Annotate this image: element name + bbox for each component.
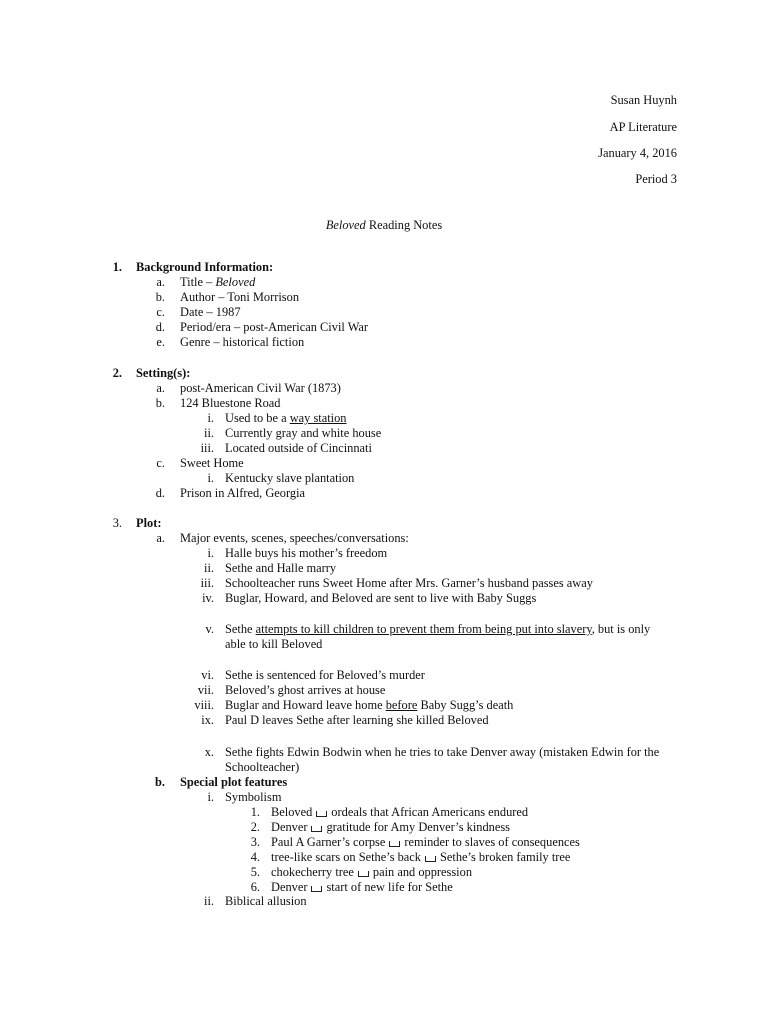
list-marker: 3. (250, 835, 260, 849)
symbol-item (271, 835, 580, 850)
list-item: Sweet Home (180, 456, 244, 470)
symbol-item (271, 880, 453, 895)
symbol-meaning: Sethe’s broken family tree (440, 850, 571, 864)
list-marker: c. (156, 305, 165, 319)
symbol-meaning: start of new life for Sethe (326, 880, 453, 894)
section-heading: Background Information: (136, 260, 274, 274)
list-item-genre: Genre – historical fiction (180, 335, 305, 349)
list-item: Prison in Alfred, Georgia (180, 486, 306, 500)
arrow-icon (311, 826, 322, 832)
list-item: Major events, scenes, speeches/conversations: (180, 531, 409, 545)
list-marker: ii. (204, 561, 214, 575)
underlined-text: before (385, 698, 418, 712)
list-marker: a. (156, 531, 165, 545)
event-item: Halle buys his mother’s freedom (225, 546, 388, 560)
section-heading: Setting(s): (136, 366, 191, 380)
course-name: AP Literature (609, 120, 677, 134)
item-text: Baby Sugg’s death (417, 698, 514, 712)
list-marker: i. (207, 790, 214, 804)
item-text: Buglar and Howard leave home (225, 698, 386, 712)
symbol-name: tree-like scars on Sethe’s back (271, 850, 422, 864)
item-text: Title – (180, 275, 216, 289)
document-date: January 4, 2016 (598, 146, 677, 160)
class-period: Period 3 (635, 172, 677, 186)
list-marker: 4. (250, 850, 260, 864)
symbol-meaning: gratitude for Amy Denver’s kindness (326, 820, 510, 834)
list-marker: vii. (197, 683, 214, 697)
arrow-icon (425, 856, 436, 862)
event-continuation: able to kill Beloved (225, 637, 323, 651)
symbol-name: Beloved (271, 805, 313, 819)
list-item-date: Date – 1987 (180, 305, 241, 319)
sub-item (225, 411, 346, 426)
arrow-icon (358, 871, 369, 877)
list-marker: i. (207, 546, 214, 560)
item-text: Sethe (225, 622, 256, 636)
section-number: 2. (112, 366, 122, 380)
event-continuation: Schoolteacher) (225, 760, 300, 774)
symbol-name: Denver (271, 820, 308, 834)
arrow-icon (311, 886, 322, 892)
symbol-item (271, 850, 570, 865)
list-marker: ii. (204, 426, 214, 440)
list-marker: c. (156, 456, 165, 470)
list-marker: iv. (202, 591, 214, 605)
list-marker: 6. (250, 880, 260, 894)
event-item: Paul D leaves Sethe after learning she killed Beloved (225, 713, 489, 727)
event-item: Beloved’s ghost arrives at house (225, 683, 386, 697)
item-italic: Beloved (215, 275, 256, 289)
symbol-name: Denver (271, 880, 308, 894)
event-item: Sethe is sentenced for Beloved’s murder (225, 668, 425, 682)
symbol-name: Paul A Garner’s corpse (271, 835, 386, 849)
list-marker: ii. (204, 894, 214, 908)
list-marker: 5. (250, 865, 260, 879)
sub-item: Located outside of Cincinnati (225, 441, 372, 455)
list-marker: vi. (201, 668, 214, 682)
sub-item: Biblical allusion (225, 894, 307, 908)
event-item (225, 622, 650, 637)
list-marker: b. (155, 775, 165, 789)
page-title (0, 218, 768, 233)
symbol-item (271, 820, 510, 835)
list-item-period: Period/era – post-American Civil War (180, 320, 369, 334)
list-item-title (180, 275, 255, 290)
symbol-meaning: reminder to slaves of consequences (404, 835, 580, 849)
symbol-item (271, 865, 472, 880)
symbol-meaning: ordeals that African Americans endured (331, 805, 529, 819)
title-rest: Reading Notes (365, 218, 443, 232)
item-text: , but is only (591, 622, 651, 636)
event-item: Sethe and Halle marry (225, 561, 337, 575)
section-number: 3. (112, 516, 122, 530)
list-marker: 2. (250, 820, 260, 834)
section-heading: Plot: (136, 516, 162, 530)
list-marker: b. (155, 290, 165, 304)
event-item: Schoolteacher runs Sweet Home after Mrs. Garner’s husband passes away (225, 576, 593, 590)
underlined-text: way station (289, 411, 347, 425)
subsection-heading: Special plot features (180, 775, 288, 789)
title-italic: Beloved (325, 218, 366, 232)
list-marker: d. (155, 320, 165, 334)
author-name: Susan Huynh (610, 93, 677, 107)
symbol-item (271, 805, 528, 820)
list-marker: d. (155, 486, 165, 500)
list-marker: a. (156, 275, 165, 289)
list-item: 124 Bluestone Road (180, 396, 281, 410)
arrow-icon (389, 841, 400, 847)
list-marker: i. (207, 411, 214, 425)
symbol-name: chokecherry tree (271, 865, 354, 879)
list-marker: x. (204, 745, 214, 759)
item-text: Used to be a (225, 411, 290, 425)
arrow-icon (316, 811, 327, 817)
list-marker: iii. (200, 576, 214, 590)
sub-item: Currently gray and white house (225, 426, 382, 440)
event-item (225, 698, 513, 713)
section-number: 1. (112, 260, 122, 274)
list-marker: e. (156, 335, 165, 349)
list-item: post-American Civil War (1873) (180, 381, 341, 395)
list-marker: ix. (201, 713, 214, 727)
symbol-meaning: pain and oppression (372, 865, 473, 879)
list-marker: a. (156, 381, 165, 395)
event-item: Buglar, Howard, and Beloved are sent to live with Baby Suggs (225, 591, 537, 605)
list-marker: i. (207, 471, 214, 485)
list-marker: viii. (194, 698, 214, 712)
underlined-text: attempts to kill children to prevent them from being put into slavery (255, 622, 592, 636)
event-item: Sethe fights Edwin Bodwin when he tries to take Denver away (mistaken Edwin for the (225, 745, 660, 759)
list-marker: v. (205, 622, 214, 636)
list-marker: 1. (250, 805, 260, 819)
sub-item: Kentucky slave plantation (225, 471, 355, 485)
list-marker: iii. (200, 441, 214, 455)
list-marker: b. (155, 396, 165, 410)
sub-item: Symbolism (225, 790, 282, 804)
list-item-author: Author – Toni Morrison (180, 290, 300, 304)
